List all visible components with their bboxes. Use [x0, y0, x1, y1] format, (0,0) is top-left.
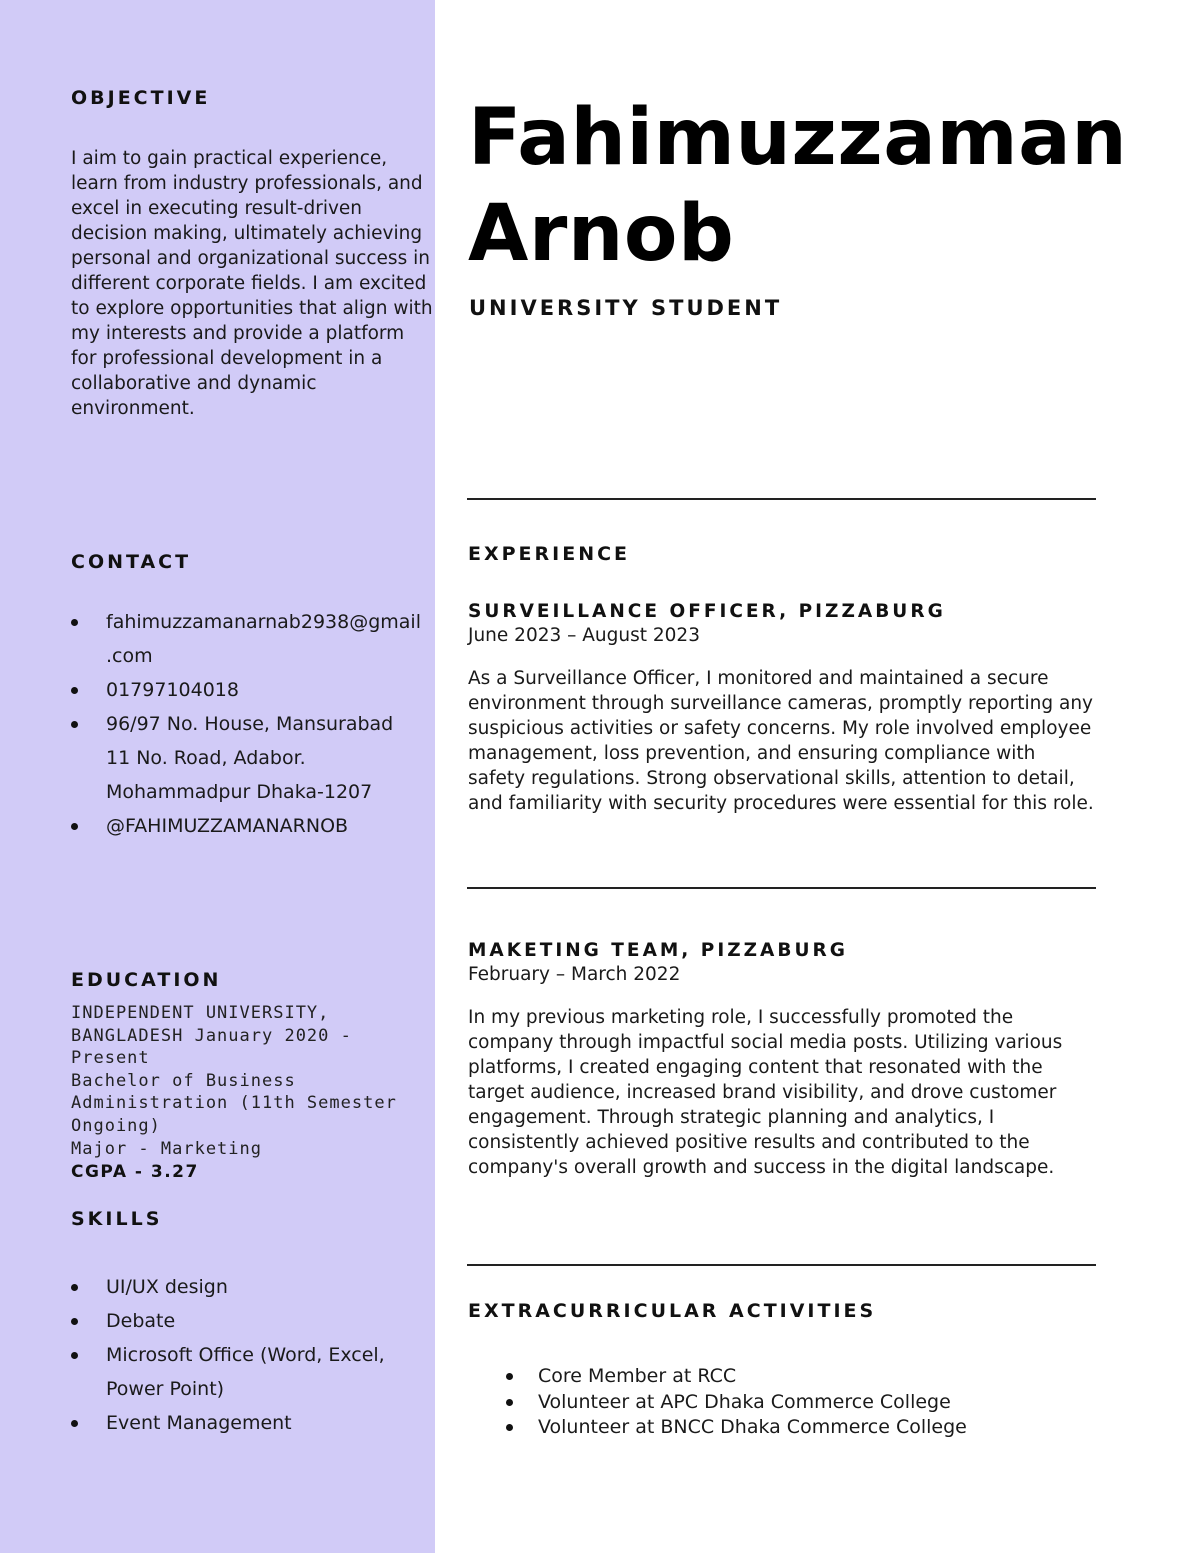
bullet-icon — [71, 1318, 78, 1325]
objective-heading: OBJECTIVE — [71, 87, 211, 109]
extracurricular-heading: EXTRACURRICULAR ACTIVITIES — [468, 1300, 877, 1322]
contact-address-item — [71, 707, 433, 809]
skill-item — [71, 1304, 433, 1338]
bullet-icon — [506, 1424, 513, 1431]
skill-label: UI/UX design — [106, 1276, 228, 1298]
contact-email-line1: fahimuzzamanarnab2938@gmail — [106, 611, 421, 633]
activity-label: Volunteer at APC Dhaka Commerce College — [538, 1390, 951, 1413]
bullet-icon — [71, 687, 78, 694]
experience-heading: EXPERIENCE — [468, 543, 631, 565]
objective-text: I aim to gain practical experience, learn from industry professionals, and excel in executing result-driven decision making, ultimately achieving personal and organizational success in different corporate fields. I am excited to explore opportunities that align with my interests and provide a platform for professional development in a collaborative and dynamic environment. — [71, 148, 433, 419]
education-line: Ongoing) — [71, 1115, 161, 1136]
contact-phone-item — [71, 673, 433, 707]
job-entry — [468, 600, 1098, 816]
contact-address-line3: Mohammadpur Dhaka-1207 — [106, 781, 373, 803]
job-dates: February – March 2022 — [468, 964, 681, 985]
education-line: INDEPENDENT UNIVERSITY, — [71, 1003, 330, 1023]
activity-item — [468, 1364, 1098, 1390]
job-description: In my previous marketing role, I successfully promoted the company through impactful social media posts. Utilizing various platforms, I created engaging content that resonated with the target audience, increased brand visibility, and drove customer engagement. Through strategic planning and analytics, I consistently achieved positive results and contributed to the company's overall growth and success in the digital landscape. — [468, 1007, 1063, 1178]
activity-label: Volunteer at BNCC Dhaka Commerce College — [538, 1416, 967, 1438]
job-description: As a Surveillance Officer, I monitored and maintained a secure environment through surveillance cameras, promptly reporting any suspicious activities or safety concerns. My role involved employee management, loss prevention, and ensuring compliance with safety regulations. Strong observational skills, attention to detail, and familiarity with security procedures were essential for this role. — [468, 668, 1094, 814]
contact-phone: 01797104018 — [106, 679, 239, 701]
bullet-icon — [506, 1399, 513, 1406]
skill-label: Microsoft Office (Word, Excel, — [106, 1344, 385, 1366]
role-title: UNIVERSITY STUDENT — [469, 296, 783, 320]
contact-address-line1: 96/97 No. House, Mansurabad — [106, 713, 394, 735]
skill-label: Power Point) — [106, 1378, 225, 1400]
divider — [467, 498, 1096, 500]
skills-list — [71, 1270, 433, 1440]
education-block — [71, 1002, 433, 1184]
divider — [467, 1264, 1096, 1266]
skill-item — [71, 1406, 433, 1440]
skill-item — [71, 1338, 433, 1406]
divider — [467, 887, 1096, 889]
contact-email-line2: .com — [106, 645, 153, 667]
bullet-icon — [71, 721, 78, 728]
name-line1: Fahimuzzaman — [468, 93, 1128, 183]
job-dates: June 2023 – August 2023 — [468, 625, 700, 646]
bullet-icon — [71, 619, 78, 626]
contact-address-line2: 11 No. Road, Adabor. — [106, 747, 306, 769]
education-line: Present — [71, 1048, 150, 1069]
bullet-icon — [71, 1284, 78, 1291]
contact-email-item[interactable] — [71, 605, 433, 673]
job-entry — [468, 939, 1098, 1180]
activity-label: Core Member at RCC — [538, 1365, 737, 1387]
skill-item — [71, 1270, 433, 1304]
education-line: Bachelor of Business — [71, 1070, 296, 1091]
education-line: Major - Marketing — [71, 1138, 262, 1159]
contact-handle: @FAHIMUZZAMANARNOB — [106, 815, 349, 837]
job-title: MAKETING TEAM, PIZZABURG — [468, 940, 848, 961]
name-line2: Arnob — [468, 189, 735, 279]
skills-heading: SKILLS — [71, 1208, 163, 1230]
education-cgpa: CGPA - 3.27 — [71, 1162, 199, 1183]
education-heading: EDUCATION — [71, 969, 222, 991]
contact-heading: CONTACT — [71, 551, 192, 573]
extracurricular-list — [468, 1364, 1098, 1441]
bullet-icon — [506, 1373, 513, 1380]
education-line: BANGLADESH January 2020 - — [71, 1025, 352, 1046]
contact-handle-item — [71, 809, 433, 843]
education-line: Administration (11th Semester — [71, 1093, 397, 1114]
skill-label: Event Management — [106, 1412, 292, 1434]
bullet-icon — [71, 1420, 78, 1427]
bullet-icon — [71, 823, 78, 830]
activity-item — [468, 1415, 1098, 1441]
contact-list — [71, 605, 433, 843]
job-title: SURVEILLANCE OFFICER, PIZZABURG — [468, 601, 946, 622]
bullet-icon — [71, 1352, 78, 1359]
activity-item — [468, 1390, 1098, 1416]
skill-label: Debate — [106, 1310, 176, 1332]
